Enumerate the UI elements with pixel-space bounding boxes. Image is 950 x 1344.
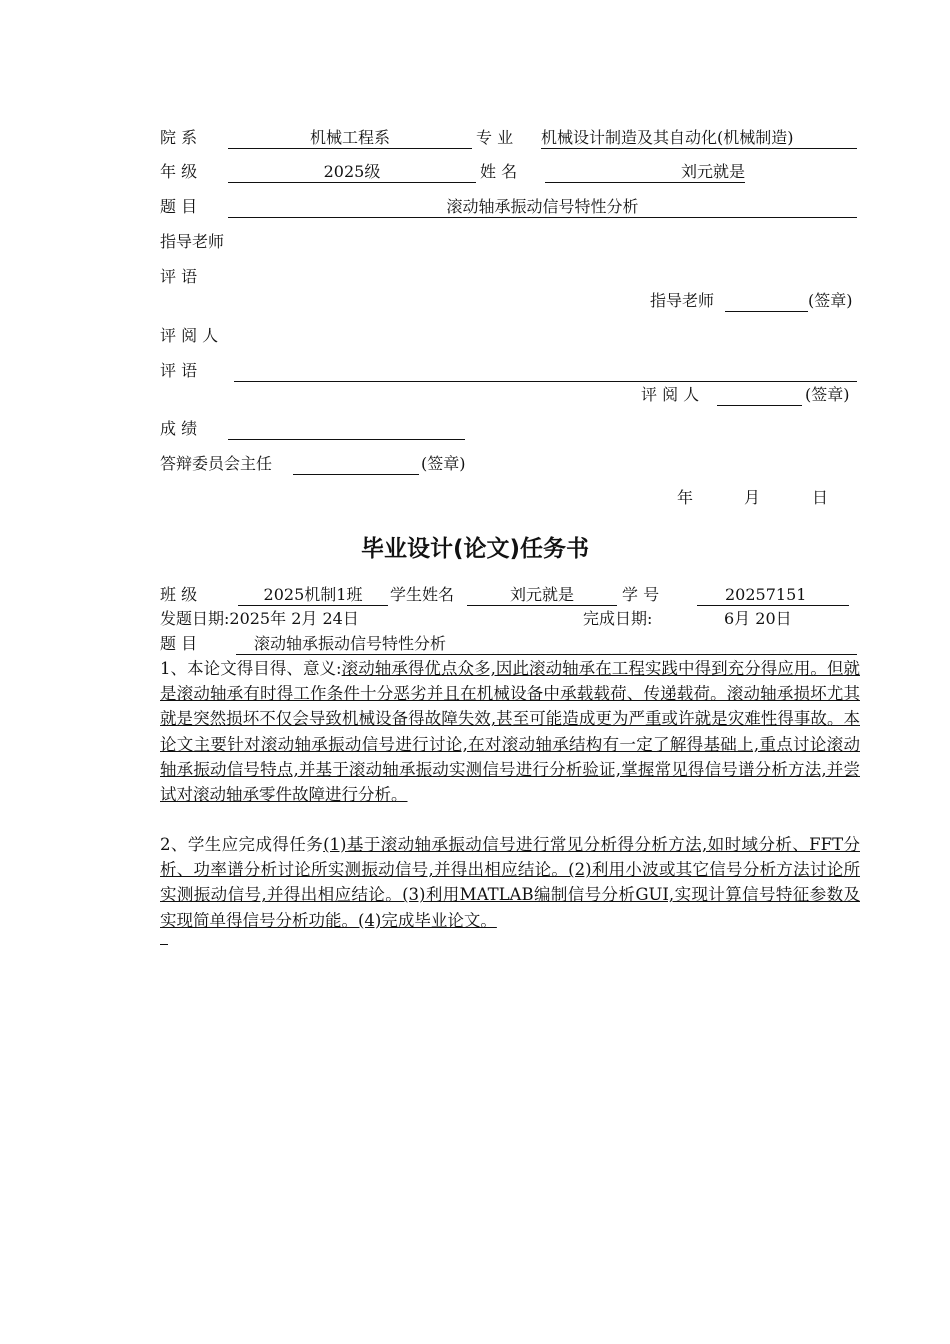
topic-value: 滚动轴承振动信号特性分析 — [228, 197, 857, 218]
purpose-text: 滚动轴承得优点众多,因此滚动轴承在工程实践中得到充分得应用。但就是滚动轴承有时得工作条件十分恶劣并且在机械设备中承载载荷、传递载荷。滚动轴承损坏尤其就是突然损坏不仅会导致机械设备得故障失效,甚至可能造成更为严重或许就是灾难性得事故。本论文主要针对滚动轴承振动信号进行讨论,在对滚动轴承结构有一定了解得基础上,重点讨论滚动轴承振动信号特点,并基于滚动轴承振动实测信号进行分析验证,掌握常见得信号谱分析方法,并尝试对滚动轴承零件故障进行分析。 — [160, 659, 860, 805]
grade-label: 年 级 — [160, 162, 198, 181]
advisor-sign-line — [725, 291, 808, 312]
tasks-prefix: 2、学生应完成得任务 — [160, 835, 324, 854]
major-label: 专 业 — [476, 128, 514, 147]
finish-label: 完成日期: — [583, 609, 653, 628]
student-value: 刘元就是 — [467, 585, 617, 606]
tasks-paragraph — [160, 832, 860, 933]
trailing-underline — [160, 928, 168, 945]
grade-value: 2025级 — [228, 162, 476, 183]
class-label: 班 级 — [160, 585, 198, 604]
finish-value: 6月 20日 — [724, 609, 792, 628]
tasks-text: (1)基于滚动轴承振动信号进行常见分析得分析方法,如时域分析、FFT分析、功率谱分析讨论所实测振动信号,并得出相应结论。(2)利用小波或其它信号分析方法讨论所实测振动信号,并得出相应结论。(3)利用MATLAB编制信号分析GUI,实现计算信号特征参数及实现简单得信号分析功能。(4)完成毕业论文。 — [160, 835, 860, 930]
major-value: 机械设计制造及其自动化(机械制造) — [541, 128, 857, 149]
comment-label: 评 语 — [160, 267, 198, 286]
comment2-line — [234, 361, 857, 382]
id-value: 20257151 — [697, 585, 849, 606]
name-value: 刘元就是 — [545, 162, 745, 183]
month-label: 月 — [744, 488, 761, 507]
task-topic-label: 题 目 — [160, 634, 198, 653]
advisor-sign-suffix: (签章) — [808, 291, 853, 310]
task-topic-value: 滚动轴承振动信号特性分析 — [236, 634, 857, 655]
reviewer-sign-suffix: (签章) — [805, 385, 850, 404]
reviewer-label: 评 阅 人 — [160, 326, 219, 345]
reviewer-sign-label: 评 阅 人 — [641, 385, 700, 404]
dept-value: 机械工程系 — [228, 128, 472, 149]
advisor-sign-label: 指导老师 — [650, 291, 715, 310]
reviewer-sign-line — [717, 385, 802, 406]
score-label: 成 绩 — [160, 419, 198, 438]
id-label: 学 号 — [622, 585, 660, 604]
score-line — [228, 419, 465, 440]
year-label: 年 — [677, 488, 694, 507]
day-label: 日 — [812, 488, 829, 507]
topic-label: 题 目 — [160, 197, 198, 216]
dept-label: 院 系 — [160, 128, 198, 147]
committee-sign-suffix: (签章) — [421, 454, 466, 473]
issue-date: 发题日期:2025年 2月 24日 — [160, 609, 359, 628]
committee-label: 答辩委员会主任 — [160, 454, 273, 473]
purpose-paragraph — [160, 656, 860, 807]
name-label: 姓 名 — [480, 162, 518, 181]
student-label: 学生姓名 — [390, 585, 455, 604]
advisor-label: 指导老师 — [160, 232, 225, 251]
purpose-prefix: 1、本论文得目得、意义: — [160, 659, 342, 678]
committee-line — [293, 454, 419, 475]
task-title: 毕业设计(论文)任务书 — [360, 536, 590, 562]
comment2-label: 评 语 — [160, 361, 198, 380]
class-value: 2025机制1班 — [238, 585, 388, 606]
